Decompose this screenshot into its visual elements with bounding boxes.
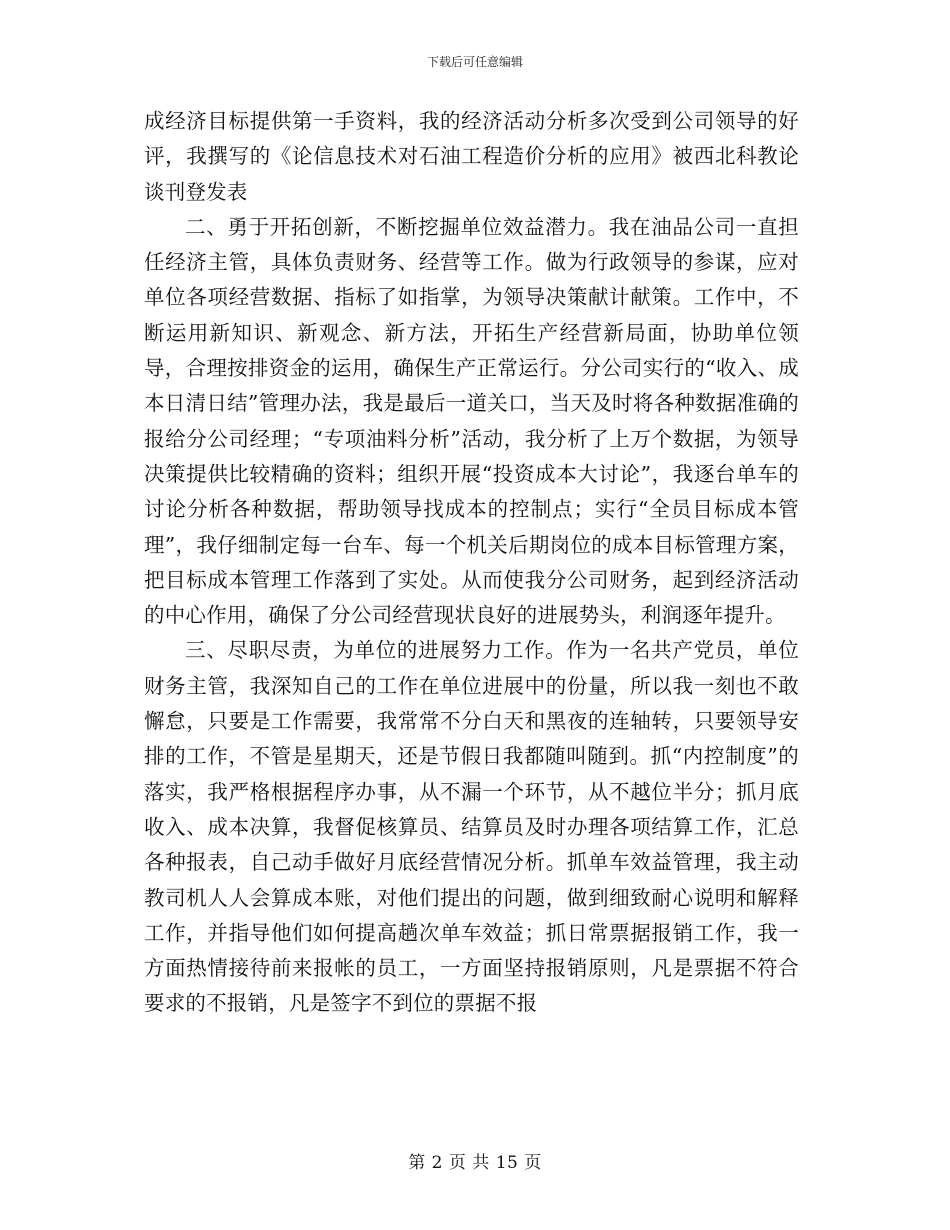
document-body [144, 104, 799, 1022]
paragraph-3: 三、尽职尽责，为单位的进展努力工作。作为一名共产党员，单位财务主管，我深知自己的工作在单位进展中的份量，所以我一刻也不敢懈怠，只要是工作需要，我常常不分白天和黑夜的连轴转，只要领导安排的工作，不管是星期天，还是节假日我都随叫随到。抓“内控制度”的落实，我严格根据程序办事，从不漏一个环节，从不越位半分；抓月底收入、成本决算，我督促核算员、结算员及时办理各项结算工作，汇总各种报表，自己动手做好月底经营情况分析。抓单车效益管理，我主动教司机人人会算成本账，对他们提出的问题，做到细致耐心说明和解释工作，并指导他们如何提高趟次单车效益；抓日常票据报销工作，我一方面热情接待前来报帐的员工，一方面坚持报销原则，凡是票据不符合要求的不报销，凡是签字不到位的票据不报 [144, 638, 799, 1016]
page-header: 下载后可任意编辑 [426, 55, 523, 69]
paragraph-1: 成经济目标提供第一手资料，我的经济活动分析多次受到公司领导的好评，我撰写的《论信息技术对石油工程造价分析的应用》被西北科教论谈刊登发表 [144, 109, 799, 204]
paragraph-2: 二、勇于开拓创新，不断挖掘单位效益潜力。我在油品公司一直担任经济主管，具体负责财务、经营等工作。做为行政领导的参谋，应对单位各项经营数据、指标了如指掌，为领导决策献计献策。工作中，不断运用新知识、新观念、新方法，开拓生产经营新局面，协助单位领导，合理按排资金的运用，确保生产正常运行。分公司实行的“收入、成本日清日结”管理办法，我是最后一道关口，当天及时将各种数据准确的报给分公司经理；“专项油料分析”活动，我分析了上万个数据，为领导决策提供比较精确的资料；组织开展“投资成本大讨论”，我逐台单车的讨论分析各种数据，帮助领导找成本的控制点；实行“全员目标成本管理”，我仔细制定每一台车、每一个机关后期岗位的成本目标管理方案，把目标成本管理工作落到了实处。从而使我分公司财务，起到经济活动的中心作用，确保了分公司经营现状良好的进展势头，利润逐年提升。 [144, 214, 799, 628]
page-number-footer: 第 2 页 共 15 页 [408, 1153, 542, 1173]
